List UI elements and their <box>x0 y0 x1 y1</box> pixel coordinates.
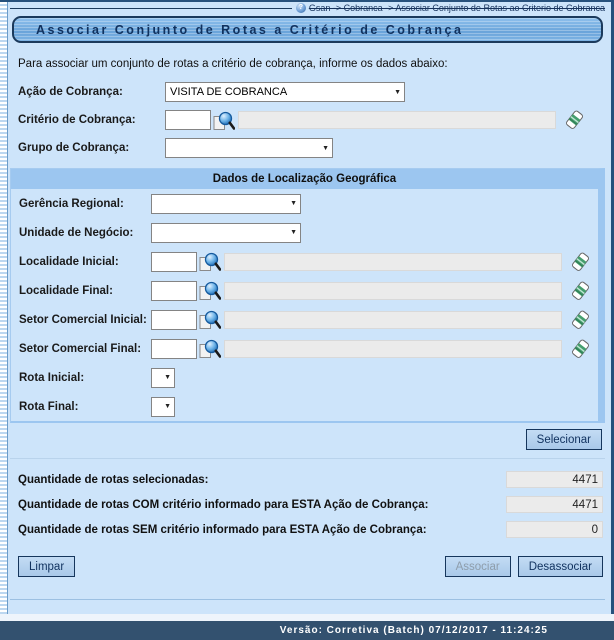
acao-cobranca-row <box>10 78 605 106</box>
chevron-down-icon: ▼ <box>394 88 401 96</box>
version-text: Versão: Corretiva (Batch) 07/12/2017 - 11:24:25 <box>279 625 548 636</box>
search-icon[interactable] <box>199 251 221 272</box>
left-grip-texture <box>0 2 8 614</box>
acao-cobranca-value: VISITA DE COBRANCA <box>170 86 288 98</box>
gerencia-regional-label: Gerência Regional: <box>19 197 124 210</box>
breadcrumb-row <box>10 2 605 14</box>
summary-value: 4471 <box>506 471 603 488</box>
help-icon[interactable]: ? <box>296 3 306 13</box>
summary-row-selecionadas <box>10 467 605 492</box>
criterio-cobranca-code-input[interactable] <box>165 110 211 130</box>
unidade-negocio-select[interactable] <box>151 223 301 243</box>
breadcrumb-rule <box>10 8 292 9</box>
version-footer <box>0 621 614 640</box>
setor-comercial-final-label: Setor Comercial Final: <box>19 342 142 355</box>
localidade-final-label: Localidade Final: <box>19 284 113 297</box>
unidade-negocio-label: Unidade de Negócio: <box>19 226 134 239</box>
gerencia-regional-select[interactable] <box>151 194 301 214</box>
criterio-cobranca-row <box>10 106 605 134</box>
localidade-final-code-input[interactable] <box>151 281 197 301</box>
chevron-down-icon: ▼ <box>164 403 171 410</box>
geo-data-section <box>10 168 605 423</box>
divider <box>10 458 605 459</box>
summary-label: Quantidade de rotas selecionadas: <box>18 473 209 486</box>
rota-inicial-select[interactable] <box>151 368 175 388</box>
localidade-inicial-code-input[interactable] <box>151 252 197 272</box>
criterio-cobranca-label: Critério de Cobrança: <box>18 114 136 126</box>
rota-inicial-row <box>11 363 598 392</box>
unidade-negocio-row <box>11 218 598 247</box>
setor-comercial-inicial-description <box>224 311 562 329</box>
grupo-cobranca-label: Grupo de Cobrança: <box>18 142 130 154</box>
summary-value: 4471 <box>506 496 603 513</box>
instruction-text: Para associar um conjunto de rotas a critério de cobrança, informe os dados abaixo: <box>18 58 448 70</box>
search-icon[interactable] <box>213 110 235 131</box>
summary-row-com-criterio <box>10 492 605 517</box>
selecionar-button[interactable]: Selecionar <box>526 429 602 450</box>
chevron-down-icon: ▼ <box>290 229 297 236</box>
rota-final-row <box>11 392 598 421</box>
criterio-cobranca-description <box>238 111 556 129</box>
grupo-cobranca-select[interactable] <box>165 138 333 158</box>
rota-inicial-label: Rota Inicial: <box>19 371 85 384</box>
localidade-final-row <box>11 276 598 305</box>
localidade-inicial-label: Localidade Inicial: <box>19 255 119 268</box>
summary-label: Quantidade de rotas SEM critério informado para ESTA Ação de Cobrança: <box>18 523 427 536</box>
setor-comercial-final-code-input[interactable] <box>151 339 197 359</box>
eraser-icon[interactable] <box>570 338 590 360</box>
selecionar-row <box>10 423 605 454</box>
associar-button[interactable]: Associar <box>445 556 511 577</box>
summary-label: Quantidade de rotas COM critério informado para ESTA Ação de Cobrança: <box>18 498 429 511</box>
bottom-actions <box>18 556 603 577</box>
eraser-icon[interactable] <box>564 109 584 131</box>
chevron-down-icon: ▼ <box>290 200 297 207</box>
breadcrumb[interactable]: Gsan -> Cobranca -> Associar Conjunto de Rotas ao Criterio de Cobranca <box>308 3 605 13</box>
grupo-cobranca-row <box>10 134 605 162</box>
rota-final-select[interactable] <box>151 397 175 417</box>
setor-comercial-inicial-code-input[interactable] <box>151 310 197 330</box>
desassociar-button[interactable]: Desassociar <box>518 556 603 577</box>
eraser-icon[interactable] <box>570 280 590 302</box>
search-icon[interactable] <box>199 338 221 359</box>
page-title: Associar Conjunto de Rotas a Critério de Cobrança <box>12 16 603 43</box>
eraser-icon[interactable] <box>570 251 590 273</box>
rota-final-label: Rota Final: <box>19 400 79 413</box>
acao-cobranca-label: Ação de Cobrança: <box>18 86 123 98</box>
localidade-final-description <box>224 282 562 300</box>
setor-comercial-inicial-row <box>11 305 598 334</box>
summary-value: 0 <box>506 521 603 538</box>
search-icon[interactable] <box>199 280 221 301</box>
gerencia-regional-row <box>11 189 598 218</box>
localidade-inicial-description <box>224 253 562 271</box>
localidade-inicial-row <box>11 247 598 276</box>
content-area <box>8 2 611 614</box>
search-icon[interactable] <box>199 309 221 330</box>
panel-bottom-border <box>10 599 605 600</box>
setor-comercial-final-description <box>224 340 562 358</box>
acao-cobranca-select[interactable] <box>165 82 405 102</box>
setor-comercial-final-row <box>11 334 598 363</box>
chevron-down-icon: ▼ <box>164 374 171 381</box>
geo-section-header: Dados de Localização Geográfica <box>11 169 598 189</box>
eraser-icon[interactable] <box>570 309 590 331</box>
limpar-button[interactable]: Limpar <box>18 556 75 577</box>
summary-row-sem-criterio <box>10 517 605 542</box>
chevron-down-icon: ▼ <box>322 144 329 152</box>
setor-comercial-inicial-label: Setor Comercial Inicial: <box>19 313 147 326</box>
